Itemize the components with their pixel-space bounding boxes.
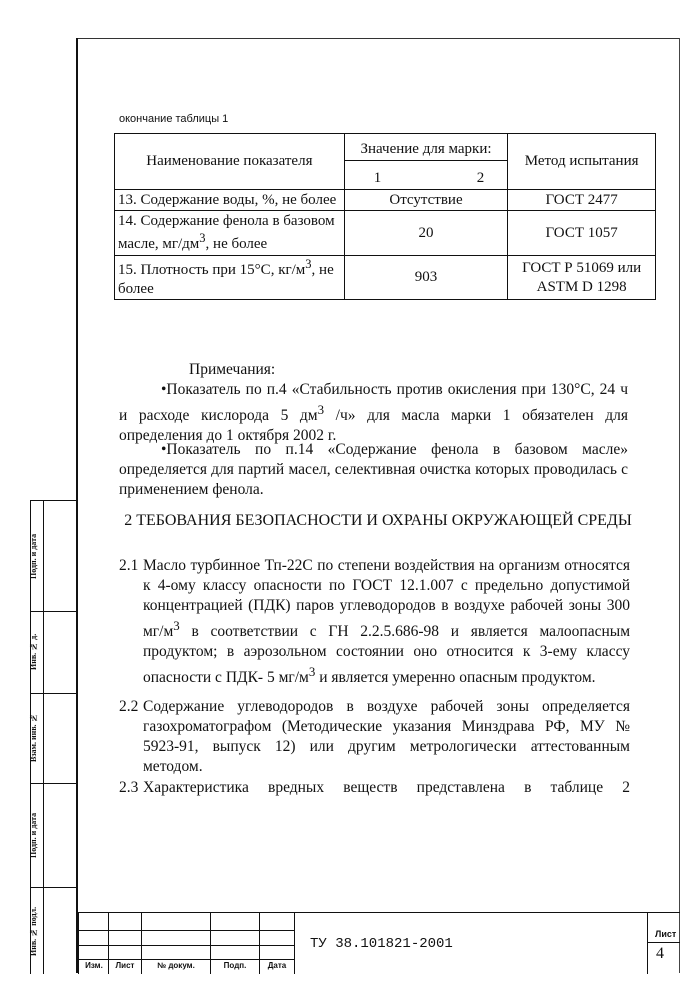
note-1-text-end: /ч» для масла марки 1 обязателен для определения до 1 октября 2002 г. [119, 407, 628, 445]
sheet-number: 4 [656, 945, 664, 962]
stamp-label-sheet: Лист [115, 961, 135, 970]
row-14-name [115, 211, 345, 256]
item-2-3-number: 2.3 [119, 779, 139, 796]
notes-title: Примечания: [189, 361, 276, 378]
table-caption: окончание таблицы 1 [119, 113, 229, 125]
header-grades [344, 160, 508, 189]
stamp-label-signature: Подп. [223, 961, 247, 970]
note-1-text: •Показатель по п.4 «Стабильность против окисления при 130°С, 24 ч и расходе кислорода 5 дм [119, 381, 628, 425]
row-15-method: ГОСТ Р 51069 или ASTM D 1298 [508, 255, 656, 300]
item-2-2 [119, 697, 630, 777]
title-block [78, 912, 680, 974]
row-13-name: 13. Содержание воды, %, не более [115, 189, 345, 211]
sidebar-label-sign-date: Подп. и дата [29, 533, 38, 579]
row-13-value: Отсутствие [344, 189, 508, 211]
item-2-1-text [143, 556, 630, 688]
stamp-col-line [259, 913, 260, 974]
item-2-2-number: 2.2 [119, 698, 139, 715]
section-2-title: 2 ТЕБОВАНИЯ БЕЗОПАСНОСТИ И ОХРАНЫ ОКРУЖАЮЩЕЙ СРЕДЫ [124, 512, 632, 529]
row-15-name-text: 15. Плотность при 15°С, кг/м [118, 261, 306, 278]
row-15-value: 903 [344, 255, 508, 300]
stamp-col-line [141, 913, 142, 974]
item-2-1-sup-2: 3 [308, 664, 316, 680]
row-15-name [115, 255, 345, 300]
item-2-1-part-c: и является умеренно опасным продуктом. [315, 669, 596, 687]
table-row [115, 255, 656, 300]
item-2-2-text: Содержание углеводородов в воздухе рабочей зоны определяется газохроматографом (Методические указания Минздрава РФ, МУ № 5923-91, выпуск 12) или другим метрологически аттестованным методом. [143, 698, 630, 775]
stamp-sheet-divider [647, 942, 680, 943]
row-15-name-sup: 3 [305, 256, 312, 271]
header-name: Наименование показателя [115, 134, 345, 190]
stamp-col-line [647, 913, 648, 974]
row-14-name-text: 14. Содержание фенола в базовом масле, мг/дм [118, 213, 335, 252]
note-2: •Показатель по п.14 «Содержание фенола в базовом масле» определяется для партий масел, селективная очистка которых проводилась с применением фенола. [119, 441, 628, 498]
sidebar-label-replace-inv: Взам. инв. № [29, 713, 38, 763]
note-1-sup: 3 [317, 402, 325, 417]
item-2-1-part-b: в соответствии с ГН 2.2.5.686-98 и является малоопасным продуктом; в аэрозольном состоянии оно относится к 3-ему классу опасности с ПДК- 5 мг/м [143, 623, 630, 687]
page-frame-right [679, 38, 680, 973]
row-15-name-text-end: , не более [118, 261, 334, 297]
item-2-3-text: Характеристика вредных веществ представлена в таблице 2 [143, 779, 630, 796]
header-value: Значение для марки: [344, 134, 508, 161]
stamp-row-line [78, 945, 294, 946]
row-14-value: 20 [344, 211, 508, 256]
stamp-row-line [78, 930, 294, 931]
document-code: ТУ 38.101821-2001 [310, 936, 453, 952]
table-row [115, 211, 656, 256]
row-14-name-sup: 3 [199, 231, 206, 245]
item-2-1-part-a: Масло турбинное Тп-22С по степени воздействия на организм относятся к 4-ому классу опасности по ГОСТ 12.1.007 с предельно допустимой концентрацией (ПДК) паров углеводородов в воздухе рабочей зоны 300 мг/м [143, 557, 630, 641]
item-2-1 [119, 556, 630, 688]
sidebar-label-inv-dup: Инв. № д. [29, 633, 38, 671]
stamp-col-line [294, 913, 295, 974]
header-grade-1: 1 [373, 169, 382, 186]
stamp-col-line [78, 913, 79, 974]
item-2-1-number: 2.1 [119, 557, 139, 574]
properties-table [114, 133, 656, 300]
row-14-name-text-end: , не более [205, 236, 268, 252]
header-grade-2: 2 [476, 169, 485, 186]
stamp-row-line [78, 959, 294, 960]
row-13-method: ГОСТ 2477 [508, 189, 656, 211]
item-2-3 [119, 778, 630, 798]
stamp-col-line [108, 913, 109, 974]
sidebar-label-inv-original: Инв. № подл. [29, 906, 38, 956]
sidebar-label-sign-date-2: Подп. и дата [29, 812, 38, 858]
stamp-label-change: Изм. [85, 961, 103, 970]
item-2-1-sup-1: 3 [173, 618, 180, 633]
frame-sidebar [30, 500, 77, 974]
row-14-method: ГОСТ 1057 [508, 211, 656, 256]
stamp-col-line [210, 913, 211, 974]
header-method: Метод испытания [508, 134, 656, 190]
table-header-row [115, 134, 656, 161]
stamp-label-date: Дата [267, 961, 287, 970]
page-frame-top [76, 38, 680, 39]
table-row [115, 189, 656, 211]
stamp-label-doc-number: № докум. [157, 961, 195, 970]
sheet-label: Лист [655, 929, 677, 939]
note-1 [119, 380, 628, 446]
